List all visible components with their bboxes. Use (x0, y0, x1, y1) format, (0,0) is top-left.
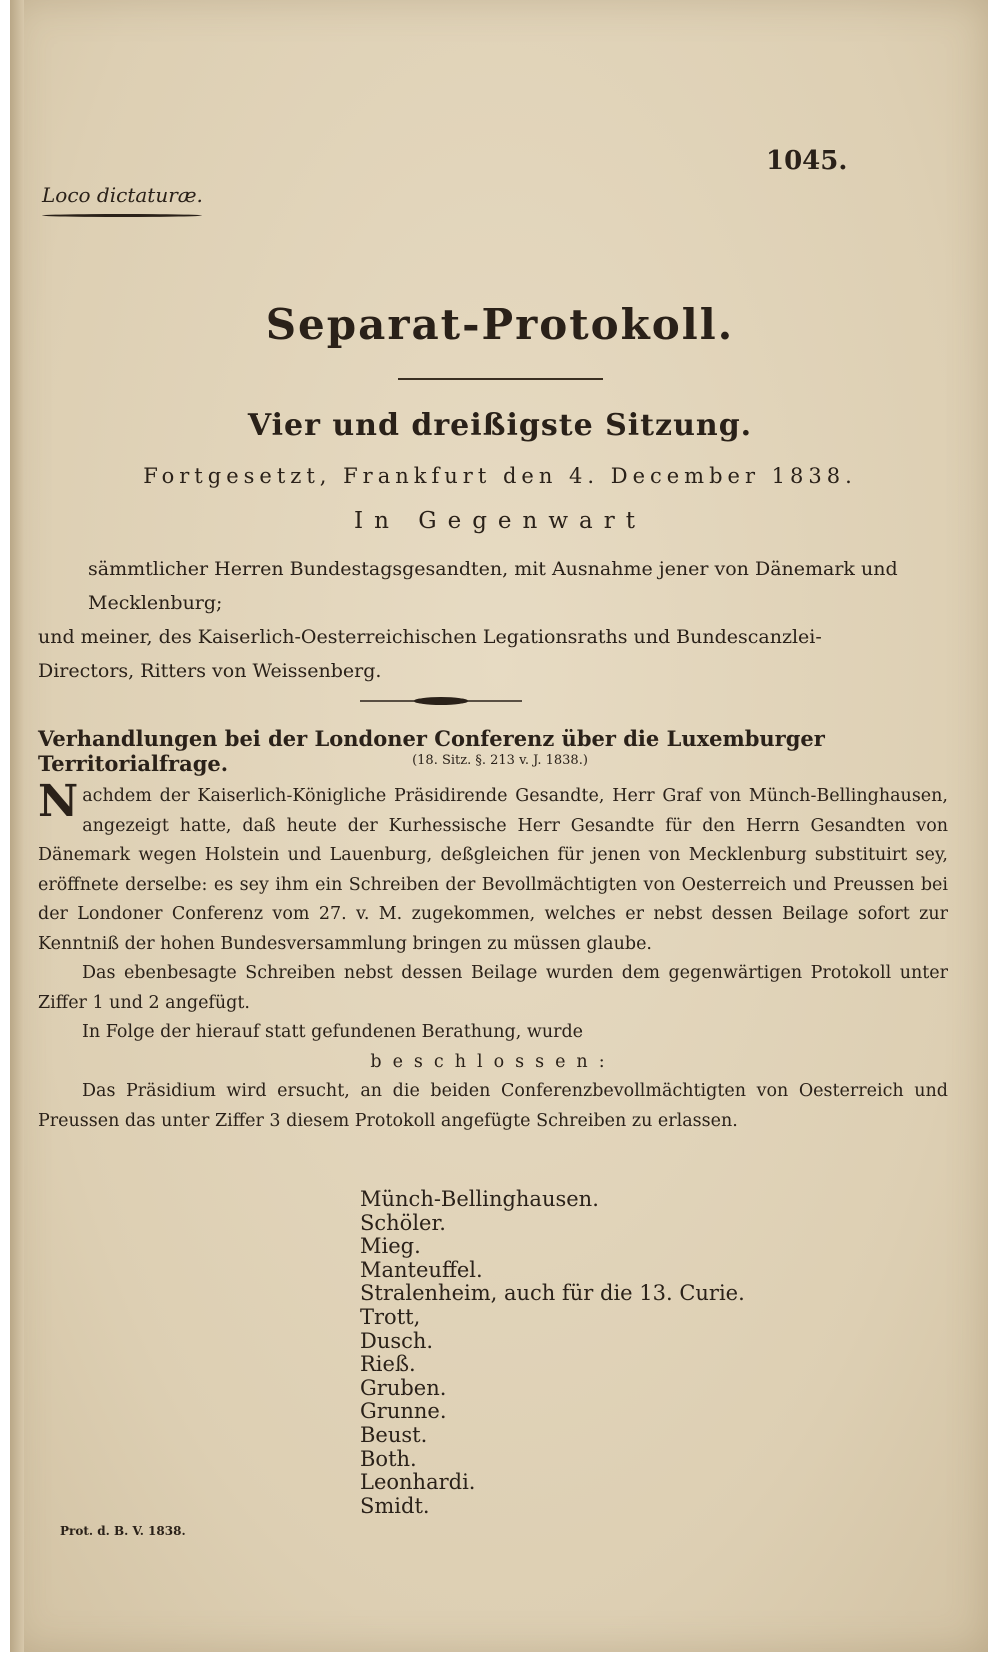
signature-line: Rieß. (360, 1352, 416, 1377)
presence-list (38, 552, 918, 688)
signature-line: Mieg. (360, 1234, 421, 1259)
session-heading: Vier und dreißigste Sitzung. (247, 408, 753, 443)
paragraph-1 (38, 776, 948, 959)
signature-line: Stralenheim, auch für die 13. Curie. (360, 1281, 745, 1306)
title-divider (398, 378, 603, 380)
document-title: Separat-Protokoll. (265, 300, 735, 349)
signature-line: Smidt. (360, 1493, 430, 1518)
section-reference: (18. Sitz. §. 213 v. J. 1838.) (412, 753, 588, 768)
signature-list (360, 1188, 745, 1518)
presence-line-secretary: und meiner, des Kaiserlich-Oesterreichischen Legationsraths und Bundescanzlei-Directors, Ritters von Weissenberg. (38, 626, 822, 682)
ornament-divider (360, 694, 522, 708)
signature-line: Dusch. (360, 1328, 434, 1353)
signature-line: Leonhardi. (360, 1470, 476, 1495)
paragraph-2: Das ebenbesagte Schreiben nebst dessen Beilage wurden dem gegenwärtigen Protokoll unter Ziffer 1 und 2 angefügt. (38, 963, 948, 1013)
presence-heading: In Gegenwart (354, 508, 646, 534)
page-spine-shadow (10, 0, 24, 1652)
section-heading: Verhandlungen bei der Londoner Conferenz über die Luxemburger Territorialfrage. (38, 726, 825, 776)
presence-line-envoys: sämmtlicher Herren Bundestagsgesandten, mit Ausnahme jener von Dänemark und Mecklenburg; (88, 558, 898, 614)
loco-underline (42, 214, 202, 217)
paragraph-3: In Folge der hierauf statt gefundenen Berathung, wurde (82, 1022, 584, 1042)
dateline: Fortgesetzt, Frankfurt den 4. December 1838. (143, 464, 857, 488)
signature-line: Both. (360, 1446, 417, 1471)
signature-line: Münch-Bellinghausen. (360, 1187, 599, 1211)
footer-reference: Prot. d. B. V. 1838. (60, 1524, 186, 1538)
signature-line: Beust. (360, 1422, 428, 1447)
page-number: 1045. (766, 146, 848, 176)
loco-dictaturae-note: Loco dictaturæ. (42, 183, 203, 207)
resolution-heading: beschlossen: (370, 1051, 616, 1072)
resolution-text: Das Präsidium wird ersucht, an die beiden Conferenzbevollmächtigten von Oesterreich und Preussen das unter Ziffer 3 diesem Protokoll angefügte Schreiben zu erlassen. (38, 1081, 948, 1131)
drop-cap: N (38, 776, 79, 827)
protocol-body (38, 776, 948, 1136)
signature-line: Grunne. (360, 1399, 447, 1424)
paragraph-1-text: achdem der Kaiserlich-Königliche Präsidirende Gesandte, Herr Graf von Münch-Bellinghausen, angezeigt hatte, daß heute der Kurhessische Herr Gesandte für den Herrn Gesandten von Dänemark wegen Holstein und Lauenburg, deßgleichen für jenen von Mecklenburg substituirt sey, eröffnete derselbe: es sey ihm ein Schreiben der Bevollmächtigten von Oesterreich und Preussen bei der Londoner Conferenz vom 27. v. M. zugekommen, welches er nebst dessen Beilage sofort zur Kenntniß der hohen Bundesversammlung bringen zu müssen glaube. (38, 786, 948, 954)
signature-line: Manteuffel. (360, 1257, 483, 1282)
signature-line: Schöler. (360, 1210, 446, 1235)
signature-line: Trott, (360, 1304, 421, 1329)
signature-line: Gruben. (360, 1375, 447, 1400)
